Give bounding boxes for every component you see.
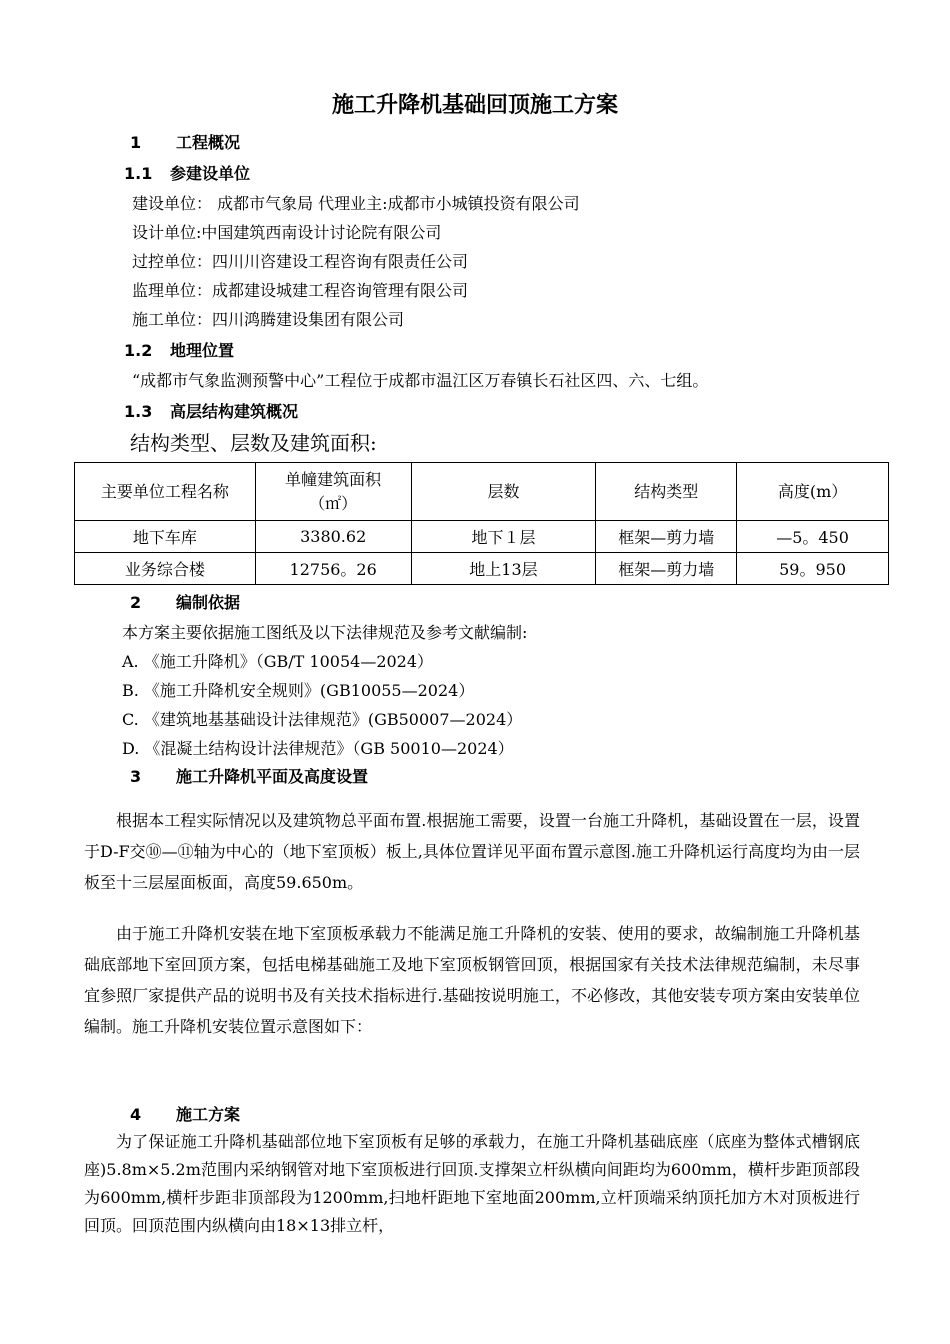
location-text: “成都市气象监测预警中心”工程位于成都市温江区万春镇长石社区四、六、七组。	[132, 371, 709, 390]
section-1-2-heading	[124, 338, 234, 361]
unit-line-supervisor: 监理单位：成都建设城建工程咨询管理有限公司	[132, 281, 469, 300]
section-title: 编制依据	[176, 593, 241, 612]
reference-item: A. 《施工升降机》（GB/T 10054—2024）	[122, 652, 434, 671]
unit-line-contractor: 施工单位：四川鸿腾建设集团有限公司	[132, 310, 405, 329]
reference-item: D. 《混凝土结构设计法律规范》（GB 50010—2024）	[122, 739, 514, 758]
table-cell: 框架—剪力墙	[596, 521, 737, 553]
table-cell: 3380.62	[255, 521, 411, 553]
building-overview-table	[74, 462, 889, 585]
document-title: 施工升降机基础回顶施工方案	[331, 93, 618, 118]
section-number: 3	[130, 767, 142, 786]
section-title: 施工升降机平面及高度设置	[176, 767, 369, 786]
header-cell-line: （㎡）	[309, 493, 358, 513]
header-cell: 层数	[411, 463, 596, 521]
section-2-heading	[130, 590, 240, 613]
section-number: 1.3	[124, 402, 153, 421]
section-number: 1.1	[124, 164, 153, 183]
section-number: 1.2	[124, 341, 153, 360]
unit-line-controller: 过控单位：四川川咨建设工程咨询有限责任公司	[132, 252, 469, 271]
table-cell: 59。950	[737, 553, 889, 585]
header-cell	[255, 463, 411, 521]
reference-item: C. 《建筑地基基础设计法律规范》(GB50007—2024）	[122, 710, 523, 729]
section-number: 1	[130, 133, 142, 152]
section-3-paragraph-2: 由于施工升降机安装在地下室顶板承载力不能满足施工升降机的安装、使用的要求，故编制施工升降机基础底部地下室回顶方案，包括电梯基础施工及地下室顶板钢管回顶，根据国家有关技术法律规范编制，未尽事宜参照厂家提供产品的说明书及有关技术指标进行.基础按说明施工，不必修改，其他安装专项方案由安装单位编制。施工升降机安装位置示意图如下：	[84, 924, 860, 1036]
section-title: 高层结构建筑概况	[170, 402, 299, 421]
section-title: 施工方案	[176, 1105, 241, 1124]
section-4-paragraph-1: 为了保证施工升降机基础部位地下室顶板有足够的承载力，在施工升降机基础底座（底座为整体式槽钢底座)5.8m×5.2m范围内采纳钢管对地下室顶板进行回顶.支撑架立杆纵横向间距均为600mm，横杆步距顶部段为600mm,横杆步距非顶部段为1200mm,扫地杆距地下室地面200mm,立杆顶端采纳顶托加方木对顶板进行回顶。回顶范围内纵横向由18×13排立杆，	[84, 1132, 860, 1235]
table-cell: —5。450	[737, 521, 889, 553]
table-cell: 地下车库	[75, 521, 256, 553]
unit-line-builder: 建设单位： 成都市气象局 代理业主:成都市小城镇投资有限公司	[132, 194, 580, 213]
header-cell: 主要单位工程名称	[75, 463, 256, 521]
header-cell: 结构类型	[596, 463, 737, 521]
table-cell: 12756。26	[255, 553, 411, 585]
table-row	[75, 521, 889, 553]
section-title: 地理位置	[170, 341, 235, 360]
header-cell-line: 单幢建筑面积	[285, 469, 382, 489]
section-number: 2	[130, 593, 142, 612]
section-1-1-heading	[124, 161, 250, 184]
table-cell: 框架—剪力墙	[596, 553, 737, 585]
section-4-heading	[130, 1102, 240, 1125]
section-3-paragraph-1: 根据本工程实际情况以及建筑物总平面布置.根据施工需要，设置一台施工升降机，基础设置在一层，设置于D-F交⑩—⑪轴为中心的（地下室顶板）板上,具体位置详见平面布置示意图.施工升降机运行高度均为由一层板至十三层屋面板面，高度59.650m。	[84, 811, 860, 892]
references-intro: 本方案主要依据施工图纸及以下法律规范及参考文献编制:	[122, 623, 528, 642]
section-title: 参建设单位	[170, 164, 251, 183]
table-cell: 地下１层	[411, 521, 596, 553]
table-caption: 结构类型、层数及建筑面积:	[130, 431, 377, 455]
section-3-heading	[130, 764, 368, 787]
table-cell: 业务综合楼	[75, 553, 256, 585]
table-row	[75, 553, 889, 585]
header-cell: 高度(m）	[737, 463, 889, 521]
table-cell: 地上13层	[411, 553, 596, 585]
table-header-row	[75, 463, 889, 521]
section-1-3-heading	[124, 399, 298, 422]
unit-line-designer: 设计单位:中国建筑西南设计讨论院有限公司	[132, 223, 442, 242]
section-title: 工程概况	[176, 133, 241, 152]
section-number: 4	[130, 1105, 142, 1124]
section-1-heading	[130, 130, 240, 153]
reference-item: B. 《施工升降机安全规则》(GB10055—2024）	[122, 681, 475, 700]
